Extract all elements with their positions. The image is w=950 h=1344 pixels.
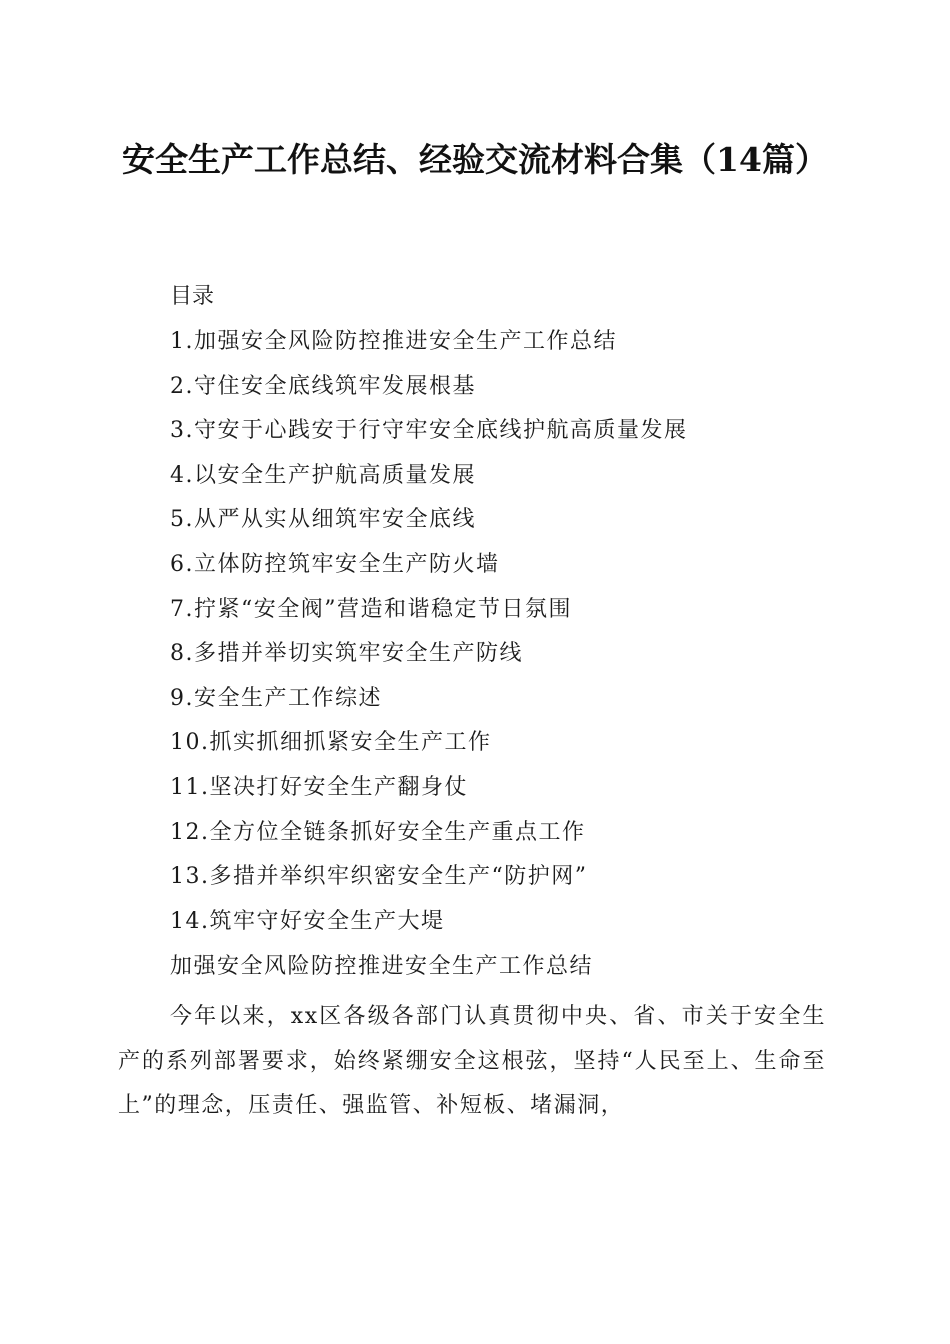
- toc-item: 9.安全生产工作综述: [170, 685, 382, 711]
- body-paragraph: 今年以来，xx区各级各部门认真贯彻中央、省、市关于安全生产的系列部署要求，始终紧绷安全这根弦，坚持“人民至上、生命至上”的理念，压责任、强监管、补短板、堵漏洞，: [118, 1004, 826, 1118]
- toc-item: 4.以安全生产护航高质量发展: [170, 462, 476, 488]
- toc-item: 5.从严从实从细筑牢安全底线: [170, 507, 476, 533]
- toc-item: 1.加强安全风险防控推进安全生产工作总结: [170, 329, 617, 354]
- toc-item: 10.抓实抓细抓紧安全生产工作: [170, 730, 492, 756]
- section-heading: 加强安全风险防控推进安全生产工作总结: [170, 954, 594, 979]
- toc-item: 13.多措并举织牢织密安全生产“防护网”: [170, 864, 588, 890]
- toc-item: 8.多措并举切实筑牢安全生产防线: [170, 641, 523, 667]
- toc-item: 3.守安于心践安于行守牢安全底线护航高质量发展: [170, 418, 688, 444]
- toc-item: 12.全方位全链条抓好安全生产重点工作: [170, 819, 586, 845]
- toc-item: 7.拧紧“安全阀”营造和谐稳定节日氛围: [170, 596, 572, 622]
- toc-item: 11.坚决打好安全生产翻身仗: [170, 774, 468, 800]
- toc-item: 6.立体防控筑牢安全生产防火墙: [170, 551, 500, 577]
- toc-item: 14.筑牢守好安全生产大堤: [170, 908, 445, 934]
- toc-list: [170, 326, 688, 950]
- document-title: 安全生产工作总结、经验交流材料合集（14篇）: [122, 140, 828, 179]
- toc-item: 2.守住安全底线筑牢发展根基: [170, 373, 476, 399]
- toc-heading: 目录: [170, 284, 215, 309]
